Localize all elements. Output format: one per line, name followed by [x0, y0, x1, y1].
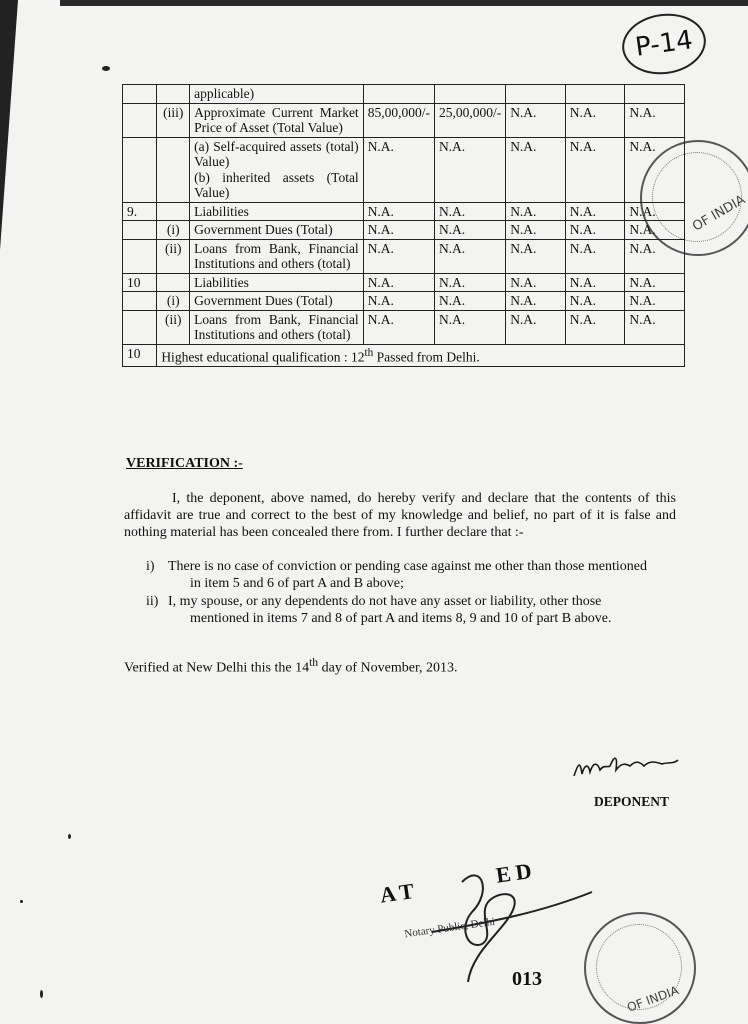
row-description	[190, 221, 364, 240]
qualification-sup: th	[364, 346, 374, 359]
value-cell: 85,00,000/-	[363, 103, 434, 137]
description-line: Liabilities	[194, 203, 249, 219]
value-cell: N.A.	[565, 239, 625, 273]
qualification-prefix: Highest educational qualification : 12	[161, 349, 365, 364]
value-cell: N.A.	[363, 221, 434, 240]
declaration-item	[146, 558, 676, 592]
row-serial	[123, 221, 157, 240]
value-cell: N.A.	[625, 221, 685, 240]
value-cell: N.A.	[363, 202, 434, 221]
item-line: There is no case of conviction or pending case against me other than those mentioned	[168, 559, 647, 574]
row-subitem	[157, 137, 190, 202]
verification-title: VERIFICATION :-	[126, 456, 243, 471]
row-serial: 10	[123, 344, 157, 366]
description-line: Government Dues (Total)	[194, 222, 333, 237]
value-cell: N.A.	[565, 202, 625, 221]
value-cell: N.A.	[434, 273, 505, 292]
value-cell: N.A.	[565, 221, 625, 240]
description-line: Government Dues (Total)	[194, 293, 333, 308]
value-cell: N.A.	[506, 273, 566, 292]
scan-speck	[68, 834, 71, 839]
description-line: (b) inherited assets (Total Value)	[194, 169, 359, 200]
row-description	[190, 137, 364, 202]
declaration-list	[146, 558, 676, 628]
value-cell: N.A.	[565, 137, 625, 202]
table-row	[123, 239, 685, 273]
table-row	[123, 103, 685, 137]
value-cell	[625, 85, 685, 104]
verification-paragraph: I, the deponent, above named, do hereby verify and declare that the contents of this affidavit are true and correct to the best of my knowledge and belief, no part of it is false and nothing material has been concealed there from. I further declare that :-	[124, 491, 676, 540]
value-cell	[565, 85, 625, 104]
verified-sup: th	[309, 656, 319, 669]
value-cell: N.A.	[565, 310, 625, 344]
description-line: (a) Self-acquired assets (total) Value)	[194, 138, 359, 169]
table-row	[123, 221, 685, 240]
row-serial	[123, 310, 157, 344]
item-line: I, my spouse, or any dependents do not have any asset or liability, other those	[168, 594, 602, 609]
qualification-suffix: Passed from Delhi.	[373, 349, 480, 364]
value-cell: N.A.	[506, 103, 566, 137]
value-cell: N.A.	[434, 221, 505, 240]
row-description	[190, 202, 364, 221]
value-cell: N.A.	[506, 137, 566, 202]
description-line: Approximate Current Market Price of Asset (Total Value)	[194, 104, 359, 135]
item-text	[168, 558, 647, 592]
value-cell: N.A.	[625, 103, 685, 137]
scan-border-top	[60, 0, 748, 6]
value-cell: N.A.	[506, 202, 566, 221]
value-cell: N.A.	[506, 292, 566, 311]
value-cell: 25,00,000/-	[434, 103, 505, 137]
attested-stamp	[372, 852, 612, 1002]
row-subitem	[157, 85, 190, 104]
value-cell: N.A.	[363, 273, 434, 292]
value-cell: N.A.	[363, 292, 434, 311]
table-row	[123, 137, 685, 202]
description-line: Loans from Bank, Financial Institutions and others (total)	[194, 240, 359, 271]
notary-seal-bottom	[584, 912, 696, 1024]
item-text	[168, 593, 611, 627]
scan-speck	[20, 900, 23, 903]
value-cell	[363, 85, 434, 104]
notary-signature-scribble	[372, 852, 612, 1002]
table-row	[123, 273, 685, 292]
value-cell: N.A.	[625, 202, 685, 221]
row-description	[190, 310, 364, 344]
value-cell: N.A.	[565, 273, 625, 292]
page-number: P-14	[618, 8, 710, 79]
qualification-row	[123, 344, 685, 366]
deponent-signature	[570, 746, 680, 791]
value-cell: N.A.	[434, 239, 505, 273]
row-serial	[123, 239, 157, 273]
seal-text: OF INDIA	[690, 192, 748, 235]
value-cell: N.A.	[506, 239, 566, 273]
seal-text: OF INDIA	[625, 983, 681, 1015]
attest-text-left: AT	[378, 877, 421, 908]
table-row	[123, 310, 685, 344]
attest-year: 013	[512, 968, 542, 990]
row-subitem: (ii)	[157, 239, 190, 273]
item-line: in item 5 and 6 of part A and B above;	[190, 576, 404, 591]
notary-label: Notary Public, Delhi	[403, 915, 496, 941]
item-number: i)	[146, 559, 155, 574]
row-serial	[123, 137, 157, 202]
verified-at-line	[124, 656, 458, 677]
item-line: mentioned in items 7 and 8 of part A and items 8, 9 and 10 of part B above.	[190, 611, 612, 626]
assets-liabilities-table	[122, 84, 685, 367]
row-subitem: (i)	[157, 221, 190, 240]
value-cell: N.A.	[625, 292, 685, 311]
row-description	[190, 85, 364, 104]
row-description	[190, 273, 364, 292]
row-description	[190, 239, 364, 273]
value-cell: N.A.	[625, 310, 685, 344]
value-cell: N.A.	[363, 310, 434, 344]
value-cell: N.A.	[434, 292, 505, 311]
row-subitem	[157, 202, 190, 221]
table-row	[123, 292, 685, 311]
value-cell: N.A.	[434, 202, 505, 221]
description-line: applicable)	[194, 86, 255, 101]
deponent-label: DEPONENT	[594, 794, 670, 809]
row-subitem	[157, 273, 190, 292]
verified-suffix: day of November, 2013.	[318, 660, 458, 676]
scan-edge-shadow	[0, 0, 18, 250]
row-subitem: (ii)	[157, 310, 190, 344]
row-serial	[123, 292, 157, 311]
row-serial: 9.	[123, 202, 157, 221]
value-cell	[506, 85, 566, 104]
signature-graphic	[570, 746, 680, 786]
attest-text-right: ED	[494, 857, 539, 888]
table-row	[123, 202, 685, 221]
value-cell: N.A.	[363, 239, 434, 273]
scan-speck	[40, 990, 43, 998]
description-line: Liabilities	[194, 274, 249, 290]
description-line: Loans from Bank, Financial Institutions and others (total)	[194, 311, 359, 342]
row-serial	[123, 85, 157, 104]
row-description	[190, 103, 364, 137]
verified-prefix: Verified at New Delhi this the 14	[124, 660, 310, 676]
value-cell: N.A.	[506, 310, 566, 344]
scan-speck	[102, 66, 110, 71]
value-cell: N.A.	[565, 103, 625, 137]
value-cell: N.A.	[434, 137, 505, 202]
table-row	[123, 85, 685, 104]
value-cell	[434, 85, 505, 104]
value-cell: N.A.	[625, 137, 685, 202]
value-cell: N.A.	[434, 310, 505, 344]
item-number: ii)	[146, 594, 159, 609]
row-serial: 10	[123, 273, 157, 292]
row-description	[190, 292, 364, 311]
row-subitem: (iii)	[157, 103, 190, 137]
value-cell: N.A.	[625, 273, 685, 292]
value-cell: N.A.	[625, 239, 685, 273]
row-serial	[123, 103, 157, 137]
value-cell: N.A.	[363, 137, 434, 202]
qualification-cell	[157, 344, 685, 366]
row-subitem: (i)	[157, 292, 190, 311]
value-cell: N.A.	[506, 221, 566, 240]
value-cell: N.A.	[565, 292, 625, 311]
declaration-item	[146, 593, 676, 627]
